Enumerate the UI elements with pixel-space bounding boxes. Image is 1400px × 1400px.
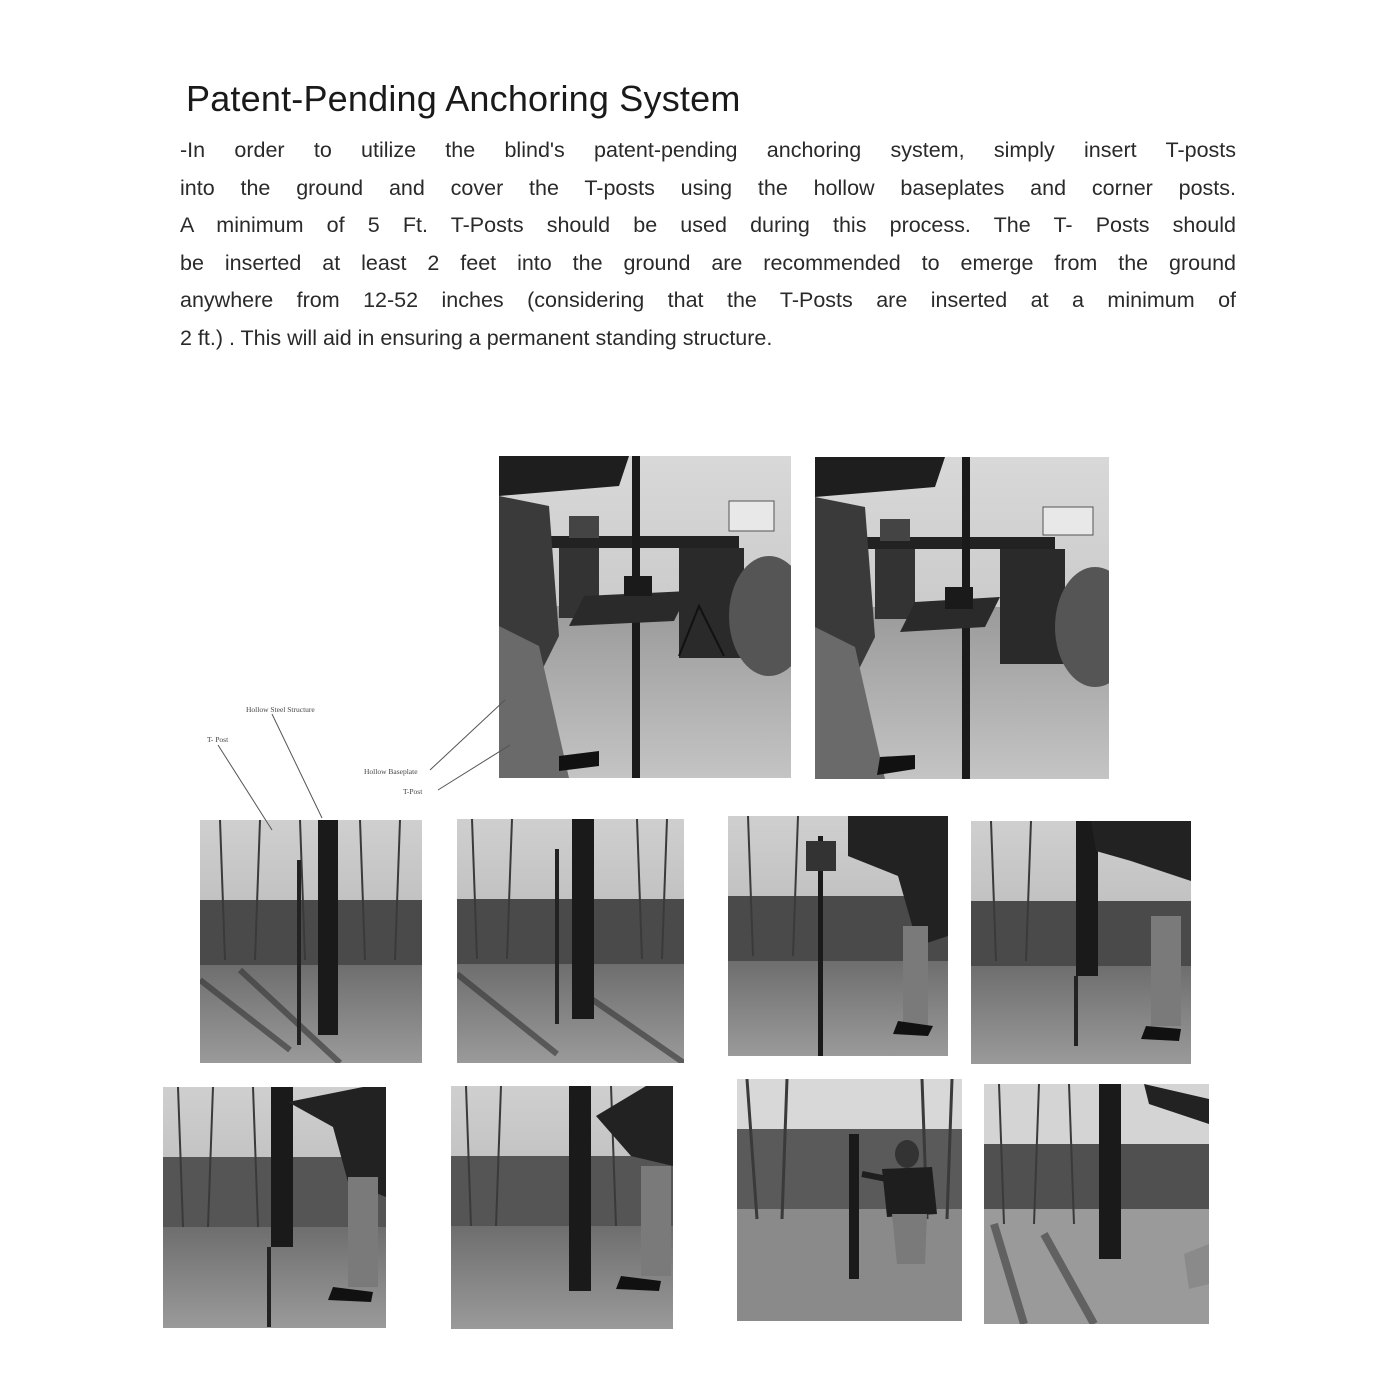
outdoor-photo-7-image bbox=[737, 1079, 962, 1321]
paragraph-line: 2 ft.) . This will aid in ensuring a permanent standing structure. bbox=[180, 325, 773, 350]
indoor-photo-1-image bbox=[499, 456, 791, 778]
outdoor-photo-3 bbox=[728, 816, 948, 1056]
outdoor-photo-2 bbox=[457, 819, 684, 1063]
indoor-photo-2-image bbox=[815, 457, 1109, 779]
indoor-photo-2 bbox=[815, 457, 1109, 779]
outdoor-photo-7 bbox=[737, 1079, 962, 1321]
outdoor-photo-4-image bbox=[971, 821, 1191, 1064]
outdoor-photo-3-image bbox=[728, 816, 948, 1056]
paragraph-line: be inserted at least 2 feet into the ground are recommended to emerge from the ground bbox=[180, 250, 1236, 275]
callout-t-post-right: T-Post bbox=[403, 787, 423, 796]
outdoor-photo-2-image bbox=[457, 819, 684, 1063]
outdoor-photo-5-image bbox=[163, 1087, 386, 1328]
paragraph-line: A minimum of 5 Ft. T-Posts should be used during this process. The T- Posts should bbox=[180, 213, 1236, 237]
outdoor-photo-8-image bbox=[984, 1084, 1209, 1324]
outdoor-photo-8 bbox=[984, 1084, 1209, 1324]
outdoor-photo-5 bbox=[163, 1087, 386, 1328]
instructions-paragraph bbox=[180, 132, 1236, 357]
outdoor-photo-4 bbox=[971, 821, 1191, 1064]
paragraph-line: anywhere from 12-52 inches (considering that the T-Posts are inserted at a minimum of bbox=[180, 288, 1236, 312]
page-title: Patent-Pending Anchoring System bbox=[186, 78, 741, 119]
paragraph-line: -In order to utilize the blind's patent-pending anchoring system, simply insert T-posts bbox=[180, 138, 1236, 162]
outdoor-photo-6 bbox=[451, 1086, 673, 1329]
paragraph-line: into the ground and cover the T-posts using the hollow baseplates and corner posts. bbox=[180, 175, 1236, 200]
callout-hollow-baseplate: Hollow Baseplate bbox=[364, 767, 418, 776]
indoor-photo-1 bbox=[499, 456, 791, 778]
callout-hollow-steel-structure: Hollow Steel Structure bbox=[246, 705, 315, 714]
outdoor-photo-1-image bbox=[200, 820, 422, 1063]
callout-t-post-left: T- Post bbox=[207, 735, 229, 744]
outdoor-photo-6-image bbox=[451, 1086, 673, 1329]
outdoor-photo-1 bbox=[200, 820, 422, 1063]
